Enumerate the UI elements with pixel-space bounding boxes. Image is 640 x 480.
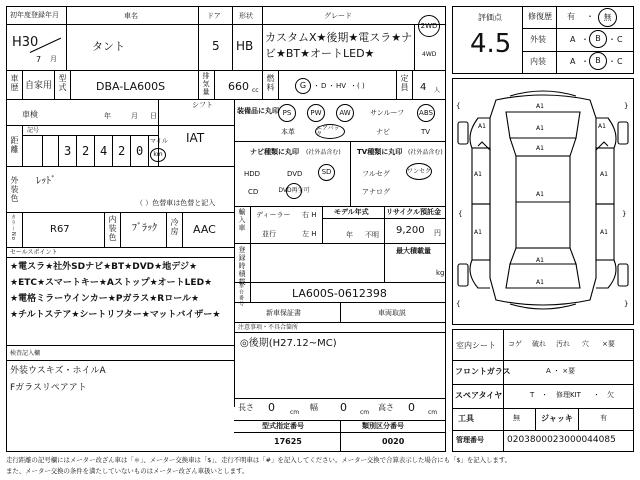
capacity-label: 定員: [400, 74, 409, 92]
inspector-line: Fガラスリペアアト: [10, 383, 87, 393]
repair-no-circle: 無: [598, 8, 617, 27]
interior-color-value: ﾌﾞﾗｯｸ: [132, 223, 157, 234]
first-reg-era: H30: [12, 35, 39, 50]
ac-label: 冷房: [170, 218, 179, 236]
jack-label: ジャッキ: [541, 414, 573, 423]
damage-code-label: A1: [536, 191, 544, 198]
drive-4wd: 4WD: [422, 51, 437, 58]
damage-code-label: A1: [600, 229, 608, 236]
mileage-digit: 3: [64, 144, 72, 158]
sales-point-line: ★チルトステア★シートリフター★マットバイザー★: [10, 310, 221, 320]
color-value: ﾚｯﾄﾞ: [36, 176, 56, 187]
model-year-label: モデル年式: [334, 208, 369, 216]
damage-code-label: A1: [536, 145, 544, 152]
import-label: 輸入車: [238, 208, 246, 232]
first-reg-label: 初年度登録年月: [10, 11, 59, 19]
sd-circle: SD: [318, 164, 335, 181]
mileage-digit: 4: [100, 144, 108, 158]
mgmt-value: 0203800023000044085: [507, 435, 616, 445]
sales-points-label: セールスポイント: [10, 249, 58, 256]
displacement-label: 排気量: [202, 72, 210, 96]
model-label: 型式: [58, 74, 67, 92]
drive-2wd-circle: 2WD: [418, 15, 440, 37]
use-label: 車歴: [10, 74, 19, 92]
color-label: 外装色: [10, 176, 19, 203]
first-reg-month: 7: [36, 55, 42, 64]
oneseg-circle: ワンセグ: [406, 163, 432, 180]
shift-value: IAT: [186, 131, 205, 145]
doors-label: ドア: [207, 12, 221, 20]
color-note: （ ）色替車は色替と記入: [136, 199, 216, 207]
grade-label: グレード: [324, 12, 352, 20]
length-value: 0: [268, 401, 275, 414]
use-value: 自家用: [25, 81, 53, 91]
interior-sheet-label: 室内シート: [456, 341, 496, 350]
chassis-value: LA600S-0612398: [292, 287, 387, 300]
svg-text:}: }: [624, 300, 629, 308]
tools-label: 工具: [458, 414, 474, 423]
fuel-g-circle: G: [295, 78, 311, 94]
height-value: 0: [408, 401, 415, 414]
class-no-value: 0020: [382, 437, 405, 446]
damage-code-label: A1: [536, 279, 544, 286]
sales-point-line: ★ETC★スマートキー★Aストップ★オートLED★: [10, 278, 213, 288]
equipment-label: 装備品に丸印: [237, 107, 279, 115]
inspector-line: 外装ウスキズ・ホイルA: [10, 366, 106, 376]
mileage-label: 距離: [10, 136, 19, 154]
svg-text:}: }: [624, 102, 629, 110]
capacity-value: 4: [420, 82, 427, 93]
ps-circle: PS: [278, 104, 296, 122]
pw-circle: PW: [307, 104, 325, 122]
damage-code-label: A1: [536, 257, 544, 264]
notes-value: ◎後期(H27.12~MC): [240, 338, 337, 349]
interior-grade-b-circle: B: [589, 52, 607, 70]
model-value: DBA-LA600S: [96, 80, 166, 93]
damage-code-label: A1: [536, 125, 544, 132]
chassis-label: 車台番号: [238, 283, 244, 307]
mileage-digit: 2: [118, 144, 126, 158]
interior-color-label: 内装色: [108, 215, 117, 242]
model-no-value: 17625: [274, 437, 302, 446]
mgmt-label: 管理番号: [456, 436, 484, 444]
repair-label: 修復歴: [528, 12, 552, 21]
svg-text:{: {: [458, 210, 463, 218]
damage-code-label: A1: [478, 123, 486, 130]
exterior-grade-b-circle: B: [589, 30, 607, 48]
footer-line-1: 走行距離の記号欄にはメーター改ざん車は「＊」、メーター交換車は「$」、走行不明車は「#」を記入してください。メーター交換で合算表示した場合にも「$」を記入します。: [6, 456, 512, 464]
navi-type-label: ナビ種類に丸印: [250, 148, 299, 156]
width-value: 0: [340, 401, 347, 414]
recycle-label: リサイクル預託金: [386, 208, 442, 216]
load-label: 登録時積載: [238, 246, 246, 286]
color-no-value: R67: [50, 224, 70, 235]
shift-label: シフト: [192, 101, 213, 109]
shape-value: HB: [236, 39, 254, 53]
car-name-label: 車名: [124, 12, 138, 20]
repair-yes: 有: [567, 12, 575, 21]
svg-text:{: {: [456, 102, 461, 110]
spare-tire-label: スペアタイヤ: [455, 391, 503, 400]
displacement-value: 660: [228, 80, 249, 93]
damage-code-label: A1: [536, 103, 544, 110]
first-reg-month-unit: 月: [50, 55, 57, 63]
sales-point-line: ★電スラ★社外SDナビ★BT★DVD★地デジ★: [10, 262, 198, 272]
front-glass-label: フロントガラス: [455, 367, 511, 376]
recycle-value: 9,200: [396, 225, 425, 236]
car-damage-diagram: [452, 78, 634, 325]
exterior-label: 外装: [530, 35, 546, 44]
inspection-label: 車検: [22, 110, 38, 119]
dvd-play-circle: DVD再生可: [286, 183, 302, 199]
footer-line-2: また、メーター交換の条件を満たしていないものはメーター改ざん車扱いとします。: [6, 467, 249, 475]
damage-code-label: A1: [474, 229, 482, 236]
notes-label: 注意事項・不具合箇所: [238, 324, 299, 331]
color-no-label: カラーNo: [10, 214, 16, 241]
mileage-digit: 0: [136, 144, 144, 158]
max-load-label: 最大積載量: [396, 247, 431, 255]
svg-text:{: {: [456, 300, 461, 308]
abs-circle: ABS: [417, 104, 435, 122]
airbag-circle: エアバック: [315, 124, 345, 139]
doors-value: 5: [212, 39, 220, 53]
score-label: 評価点: [478, 13, 502, 22]
aw-circle: AW: [336, 104, 354, 122]
interior-label: 内装: [530, 57, 546, 66]
fuel-label: 燃料: [266, 74, 275, 92]
inspector-label: 検査記入欄: [10, 350, 41, 357]
sales-point-line: ★電格ミラーウインカー★Pガラス★Rロール★: [10, 294, 200, 304]
damage-code-label: A1: [600, 171, 608, 178]
shape-label: 形状: [239, 12, 253, 20]
tv-type-label: TV種類に丸印: [357, 148, 403, 156]
grade-line-2: ビ★BT★オートLED★: [265, 47, 375, 60]
score-value: 4.5: [470, 29, 512, 59]
mileage-digit: 2: [82, 144, 90, 158]
damage-code-label: A1: [598, 123, 606, 130]
car-name: タント: [92, 40, 125, 53]
damage-code-label: A1: [474, 171, 482, 178]
km-circle: km: [150, 148, 166, 162]
svg-text:}: }: [622, 210, 627, 218]
ac-value: AAC: [193, 223, 216, 236]
grade-line-1: カスタムX★後期★電スラ★ナ: [265, 31, 413, 44]
